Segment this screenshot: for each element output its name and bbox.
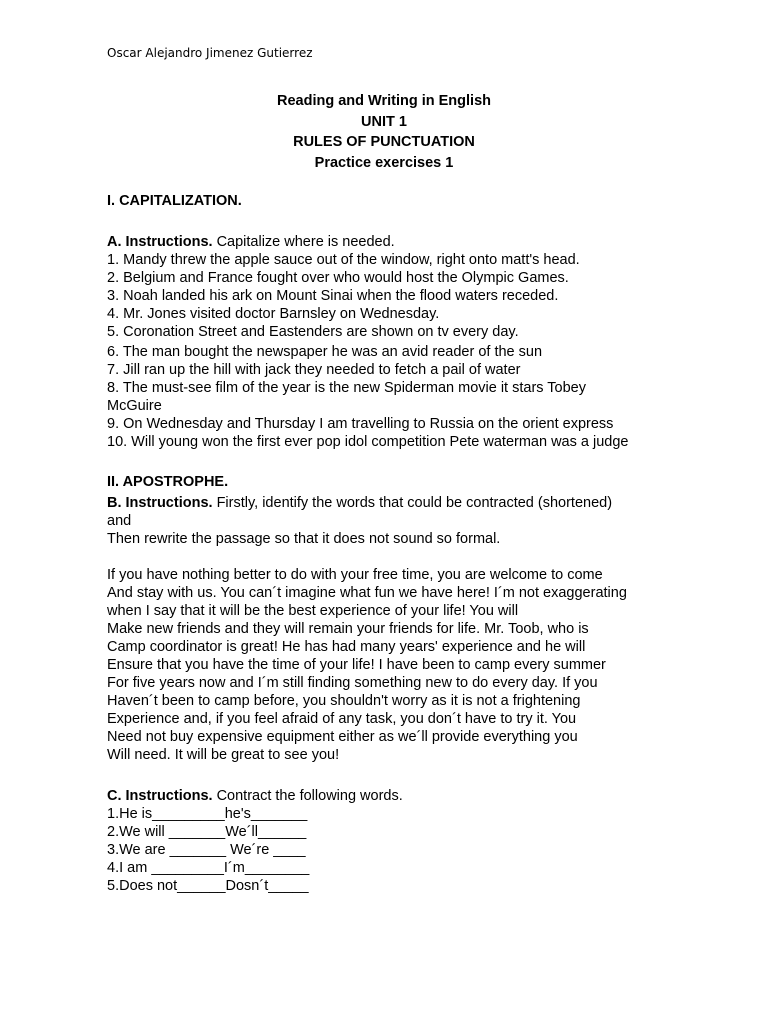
- list-item: 6. The man bought the newspaper he was an avid reader of the sun: [107, 344, 543, 360]
- instructions-b-text: Firstly, identify the words that could be contracted (shortened) and: [107, 495, 613, 529]
- list-item: 5. Coronation Street and Eastenders are shown on tv every day.: [107, 324, 519, 340]
- list-item: 5.Does not______Dosn´t_____: [107, 878, 309, 894]
- contraction-list: [107, 805, 667, 895]
- instructions-b-label: B. Instructions.: [107, 495, 213, 511]
- instructions-c-label: C. Instructions.: [107, 788, 213, 804]
- section-heading-apostrophe: II. APOSTROPHE.: [107, 474, 229, 490]
- instructions-a-label: A. Instructions.: [107, 234, 213, 250]
- list-item: 4. Mr. Jones visited doctor Barnsley on Wednesday.: [107, 306, 440, 322]
- title-course: Reading and Writing in English: [276, 93, 491, 109]
- list-item: 2. Belgium and France fought over who would host the Olympic Games.: [107, 270, 569, 286]
- instructions-c: [107, 787, 667, 805]
- list-item: 1.He is_________he's_______: [107, 806, 308, 822]
- document-body: [107, 192, 667, 895]
- list-item: 8. The must-see film of the year is the new Spiderman movie it stars Tobey McGuire: [107, 380, 586, 414]
- section-heading-capitalization: I. CAPITALIZATION.: [107, 193, 242, 209]
- instructions-b-line2: Then rewrite the passage so that it does not sound so formal.: [107, 531, 501, 547]
- passage-line: when I say that it will be the best experience of your life! You will: [107, 603, 519, 619]
- apostrophe-passage: [107, 566, 667, 764]
- list-item: 1. Mandy threw the apple sauce out of the window, right onto matt's head.: [107, 252, 580, 268]
- passage-line: Ensure that you have the time of your life! I have been to camp every summer: [107, 657, 606, 673]
- instructions-b: [107, 494, 637, 530]
- passage-line: Make new friends and they will remain your friends for life. Mr. Toob, who is: [107, 621, 589, 637]
- passage-line: And stay with us. You can´t imagine what fun we have here! I´m not exaggerating: [107, 585, 627, 601]
- capitalization-list: [107, 251, 667, 451]
- instructions-a: [107, 233, 667, 251]
- list-item: 10. Will young won the first ever pop idol competition Pete waterman was a judge: [107, 434, 629, 450]
- list-item: 2.We will _______We´ll______: [107, 824, 307, 840]
- document-title: [0, 91, 768, 173]
- passage-line: For five years now and I´m still finding something new to do every day. If you: [107, 675, 598, 691]
- list-item: 4.I am _________I´m________: [107, 860, 310, 876]
- passage-line: If you have nothing better to do with your free time, you are welcome to come: [107, 567, 603, 583]
- instructions-c-text: Contract the following words.: [212, 788, 403, 804]
- list-item: 7. Jill ran up the hill with jack they needed to fetch a pail of water: [107, 362, 521, 378]
- author-name: Oscar Alejandro Jimenez Gutierrez: [107, 46, 313, 60]
- passage-line: Camp coordinator is great! He has had many years' experience and he will: [107, 639, 586, 655]
- title-exercise: Practice exercises 1: [314, 154, 454, 171]
- passage-line: Will need. It will be great to see you!: [107, 747, 340, 763]
- list-item: 3. Noah landed his ark on Mount Sinai when the flood waters receded.: [107, 288, 559, 304]
- instructions-a-text: Capitalize where is needed.: [212, 234, 395, 250]
- title-topic: RULES OF PUNCTUATION: [293, 134, 475, 151]
- passage-line: Need not buy expensive equipment either as we´ll provide everything you: [107, 729, 578, 745]
- passage-line: Haven´t been to camp before, you shouldn't worry as it is not a frightening: [107, 693, 581, 709]
- list-item: 3.We are _______ We´re ____: [107, 842, 306, 858]
- passage-line: Experience and, if you feel afraid of any task, you don´t have to try it. You: [107, 711, 577, 727]
- title-unit: UNIT 1: [361, 113, 407, 130]
- list-item: 9. On Wednesday and Thursday I am travelling to Russia on the orient express: [107, 416, 614, 432]
